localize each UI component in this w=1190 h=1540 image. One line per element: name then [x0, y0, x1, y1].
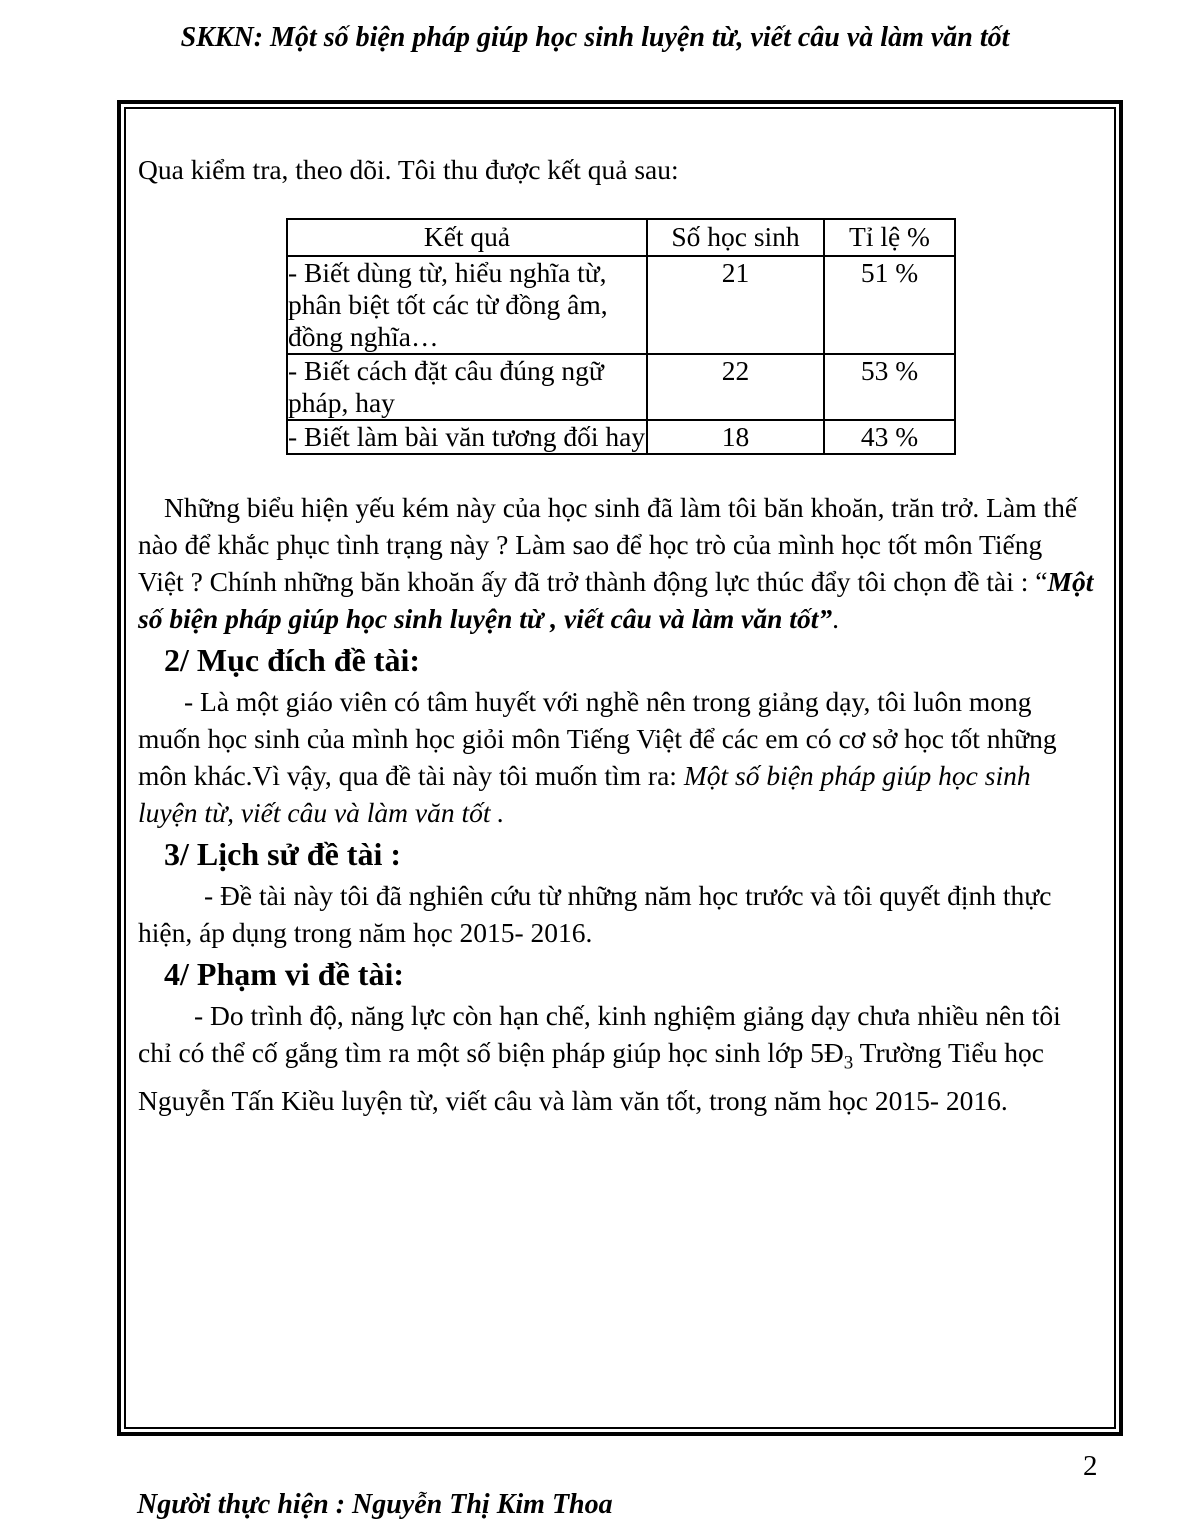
scope-text-before: - Do trình độ, năng lực còn hạn chế, kinh nghiệm giảng dạy chưa nhiều nên tôi chỉ có thể cố gắng tìm ra một số biện pháp giúp học sinh lớp 5Đ [138, 1000, 1061, 1068]
rate-value: 53 % [824, 354, 955, 420]
rate-value: 51 % [824, 256, 955, 354]
rate-value: 43 % [824, 420, 955, 454]
intro-paragraph: Qua kiểm tra, theo dõi. Tôi thu được kết quả sau: [138, 154, 679, 185]
students-value: 21 [647, 256, 824, 354]
scope-text-after: Trường Tiểu học Nguyễn Tấn Kiều luyện từ, viết câu và làm văn tốt, trong năm học 2015- 2016. [138, 1037, 1044, 1116]
students-value: 18 [647, 420, 824, 454]
section-heading-scope: 4/ Phạm vi đề tài: [164, 956, 404, 992]
column-header-rate: Tỉ lệ % [824, 219, 955, 256]
reflection-paragraph [138, 489, 1094, 637]
table-row [287, 354, 955, 420]
purpose-topic-title: Một số biện pháp giúp học sinh luyện từ, viết câu và làm văn tốt . [138, 760, 1031, 828]
result-label: - Biết cách đặt câu đúng ngữ pháp, hay [287, 354, 647, 420]
purpose-paragraph [138, 683, 1094, 831]
reflection-topic-title: Một số biện pháp giúp học sinh luyện từ , viết câu và làm văn tốt” [138, 566, 1094, 634]
column-header-result: Kết quả [287, 219, 647, 256]
class-subscript: 3 [843, 1052, 854, 1074]
author-footer: Người thực hiện : Nguyễn Thị Kim Thoa [137, 1489, 613, 1520]
page-number: 2 [1083, 1450, 1098, 1482]
reflection-tail: . [832, 603, 839, 634]
result-label: - Biết dùng từ, hiểu nghĩa từ, phân biệt tốt các từ đồng âm, đồng nghĩa… [287, 256, 647, 354]
section-heading-purpose: 2/ Mục đích đề tài: [164, 642, 420, 678]
section-heading-history: 3/ Lịch sử đề tài : [164, 836, 401, 872]
content-frame [117, 100, 1123, 1436]
reflection-text: Những biểu hiện yếu kém này của học sinh đã làm tôi băn khoăn, trăn trở. Làm thế nào để khắc phục tình trạng này ? Làm sao để học trò của mình học tốt môn Tiếng Việt ? Chính những băn khoăn ấy đã trở thành động lực thúc đẩy tôi chọn đề tài : “ [138, 492, 1078, 597]
running-head-title: SKKN: Một số biện pháp giúp học sinh luyện từ, viết câu và làm văn tốt [180, 22, 1010, 53]
table-row [287, 420, 955, 454]
students-value: 22 [647, 354, 824, 420]
scope-paragraph [138, 997, 1094, 1119]
table-row [287, 256, 955, 354]
table-header-row [287, 219, 955, 256]
purpose-text: - Là một giáo viên có tâm huyết với nghề nên trong giảng dạy, tôi luôn mong muốn học sinh của mình học giỏi môn Tiếng Việt để các em có cơ sở học tốt những môn khác.Vì vậy, qua đề tài này tôi muốn tìm ra: [138, 686, 1057, 791]
history-paragraph: - Đề tài này tôi đã nghiên cứu từ những năm học trước và tôi quyết định thực hiện, áp dụng trong năm học 2015- 2016. [138, 880, 1052, 948]
result-label: - Biết làm bài văn tương đối hay [288, 421, 646, 452]
results-table [286, 218, 956, 455]
column-header-students: Số học sinh [647, 219, 824, 256]
content-frame-inner [124, 107, 1116, 1429]
